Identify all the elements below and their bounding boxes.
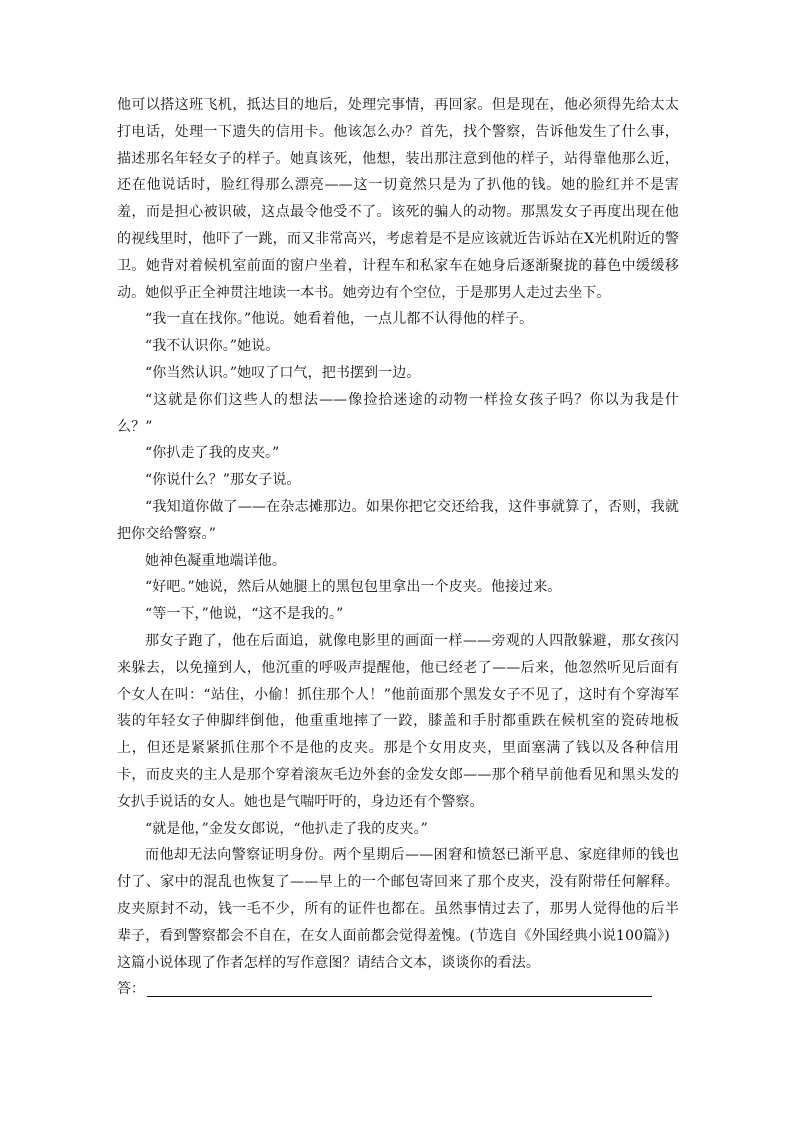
answer-row xyxy=(117,976,679,1003)
question-text: 这篇小说体现了作者怎样的写作意图？请结合文本，谈谈你的看法。 xyxy=(117,954,540,971)
paragraph-2: “我一直在找你。”他说。她看着他，一点儿都不认得他的样子。 xyxy=(145,311,534,328)
paragraph-13: “就是他，”金发女郎说，“他扒走了我的皮夹。” xyxy=(145,820,428,837)
paragraph-3: “我不认识你。”她说。 xyxy=(145,338,280,355)
paragraph-8: “我知道你做了——在杂志摊那边。如果你把它交还给我，这件事就算了，否则，我就把你交给警察。” xyxy=(117,498,679,542)
paragraph-12: 那女子跑了，他在后面追，就像电影里的画面一样——旁观的人四散躲避，那女孩闪来躲去，以免撞到人，他沉重的呼吸声提醒他，他已经老了——后来，他忽然听见后面有个女人在叫：“站住，小偷！抓住那个人！”他前面那个黑发女子不见了，这时有个穿海军装的年轻女子伸脚绊倒他，他重重地摔了一跤，膝盖和手肘都重跌在候机室的瓷砖地板上，但还是紧紧抓住那个不是他的皮夹。那是个女用皮夹，里面塞满了钱以及各种信用卡，而皮夹的主人是那个穿着滚灰毛边外套的金发女郎——那个稍早前他看见和黑头发的女扒手说话的女人。她也是气喘吁吁的，身边还有个警察。 xyxy=(117,632,679,810)
document-page xyxy=(117,92,679,1003)
paragraph-5: “这就是你们这些人的想法——像捡拾迷途的动物一样捡女孩子吗？你以为我是什么？” xyxy=(117,391,679,435)
answer-label: 答： xyxy=(117,981,145,998)
paragraph-4: “你当然认识。”她叹了口气，把书摆到一边。 xyxy=(145,364,421,381)
paragraph-11: “等一下，”他说，“这不是我的。” xyxy=(145,606,344,623)
paragraph-6: “你扒走了我的皮夹。” xyxy=(145,445,280,462)
paragraph-9: 她神色凝重地端详他。 xyxy=(145,552,286,569)
answer-blank-line[interactable] xyxy=(147,978,652,997)
paragraph-7: “你说什么？”那女子说。 xyxy=(145,472,301,489)
paragraph-10: “好吧。”她说，然后从她腿上的黑包包里拿出一个皮夹。他接过来。 xyxy=(145,579,562,596)
paragraph-14: 而他却无法向警察证明身份。两个星期后——困窘和愤怒已渐平息、家庭律师的钱也付了、家中的混乱也恢复了——早上的一个邮包寄回来了那个皮夹，没有附带任何解释。皮夹原封不动，钱一毛不少，所有的证件也都在。虽然事情过去了，那男人觉得他的后半辈子，看到警察都会不自在，在女人面前都会觉得羞愧。(节选自《外国经典小说100篇》) xyxy=(117,847,679,944)
paragraph-1: 他可以搭这班飞机，抵达目的地后，处理完事情，再回家。但是现在，他必须得先给太太打电话，处理一下遗失的信用卡。他该怎么办？首先，找个警察，告诉他发生了什么事，描述那名年轻女子的样子。她真该死，他想，装出那注意到他的样子，站得靠他那么近，还在他说话时，脸红得那么漂亮——这一切竟然只是为了扒他的钱。她的脸红并不是害羞，而是担心被识破，这点最令他受不了。该死的骗人的动物。那黑发女子再度出现在他的视线里时，他吓了一跳，而又非常高兴，考虑着是不是应该就近告诉站在X光机附近的警卫。她背对着候机室前面的窗户坐着，计程车和私家车在她身后逐渐聚拢的暮色中缓缓移动。她似乎正全神贯注地读一本书。她旁边有个空位，于是那男人走过去坐下。 xyxy=(117,97,679,301)
